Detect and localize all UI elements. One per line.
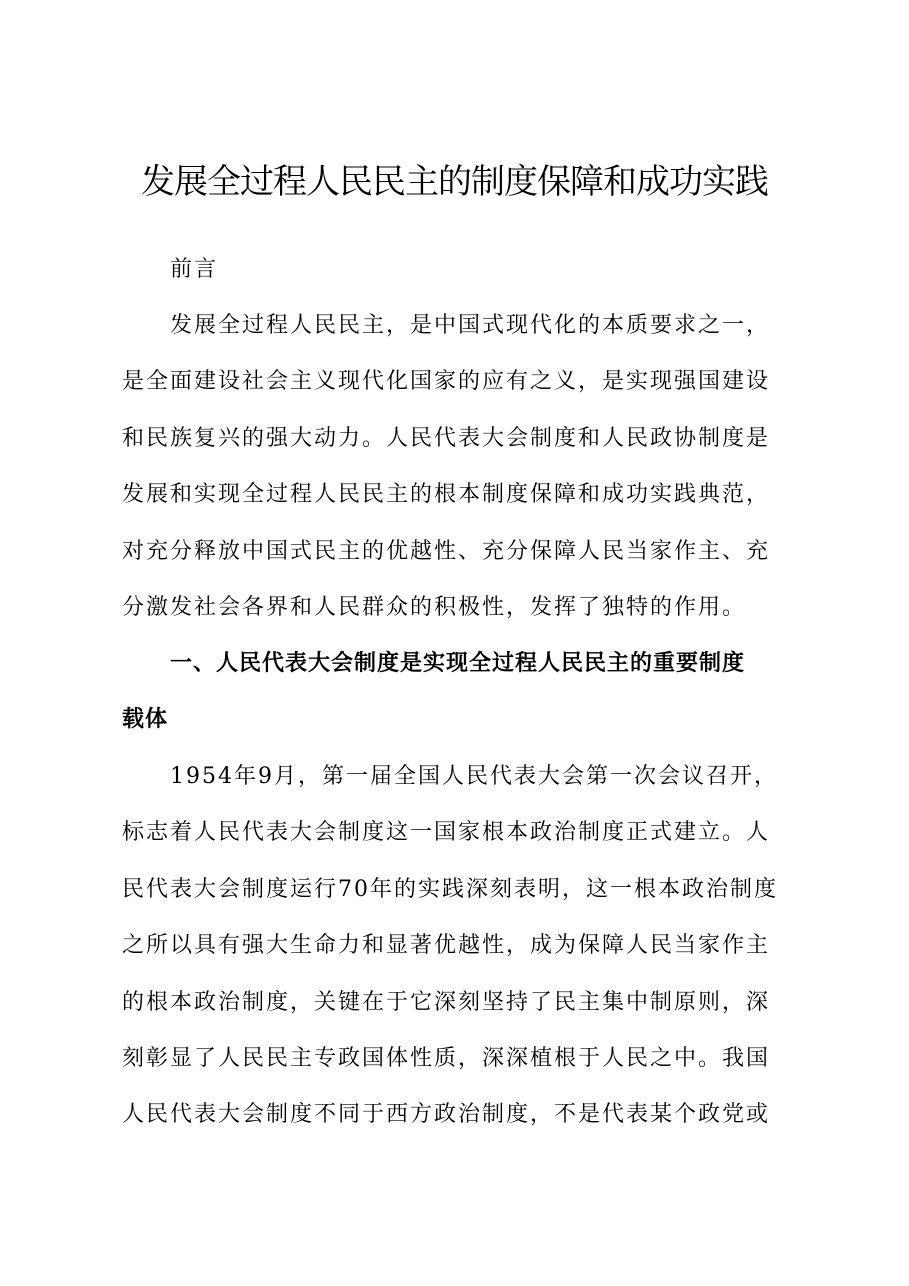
preface-label (122, 242, 794, 298)
paragraph-line: 发展和实现全过程人民民主的根本制度保障和成功实践典范， (122, 482, 771, 508)
paragraph-line: 分激发社会各界和人民群众的积极性，发挥了独特的作用。 (122, 595, 747, 621)
paragraph-line: 是全面建设社会主义现代化国家的应有之义，是实现强国建设 (122, 369, 771, 395)
heading-line: 载体 (122, 707, 169, 733)
document-title: 发展全过程人民民主的制度保障和成功实践 (141, 162, 768, 202)
paragraph-line: 发展全过程人民民主，是中国式现代化的本质要求之一， (170, 313, 771, 338)
paragraph-line: 1954年9月，第一届全国人民代表大会第一次会议召开， (170, 764, 778, 789)
heading-line: 一、人民代表大会制度是实现全过程人民民主的重要制度 (170, 651, 746, 676)
paragraph-line: 之所以具有强大生命力和显著优越性，成为保障人民当家作主 (122, 933, 771, 959)
paragraph-line: 民代表大会制度运行70年的实践深刻表明，这一根本政治制度 (122, 876, 778, 902)
paragraph-line: 标志着人民代表大会制度这一国家根本政治制度正式建立。人 (122, 820, 771, 846)
paragraph-line: 人民代表大会制度不同于西方政治制度，不是代表某个政党或 (122, 1102, 771, 1128)
paragraph-line: 刻彰显了人民民主专政国体性质，深深植根于人民之中。我国 (122, 1046, 771, 1072)
preface-paragraph (122, 298, 794, 636)
paragraph-line: 的根本政治制度，关键在于它深刻坚持了民主集中制原则，深 (122, 989, 771, 1015)
section-1-paragraph (122, 749, 794, 1144)
section-1-heading (122, 636, 794, 749)
paragraph-line: 和民族复兴的强大动力。人民代表大会制度和人民政协制度是 (122, 425, 771, 451)
preface-label-text: 前言 (170, 257, 219, 282)
paragraph-line: 对充分释放中国式民主的优越性、充分保障人民当家作主、充 (122, 538, 771, 564)
